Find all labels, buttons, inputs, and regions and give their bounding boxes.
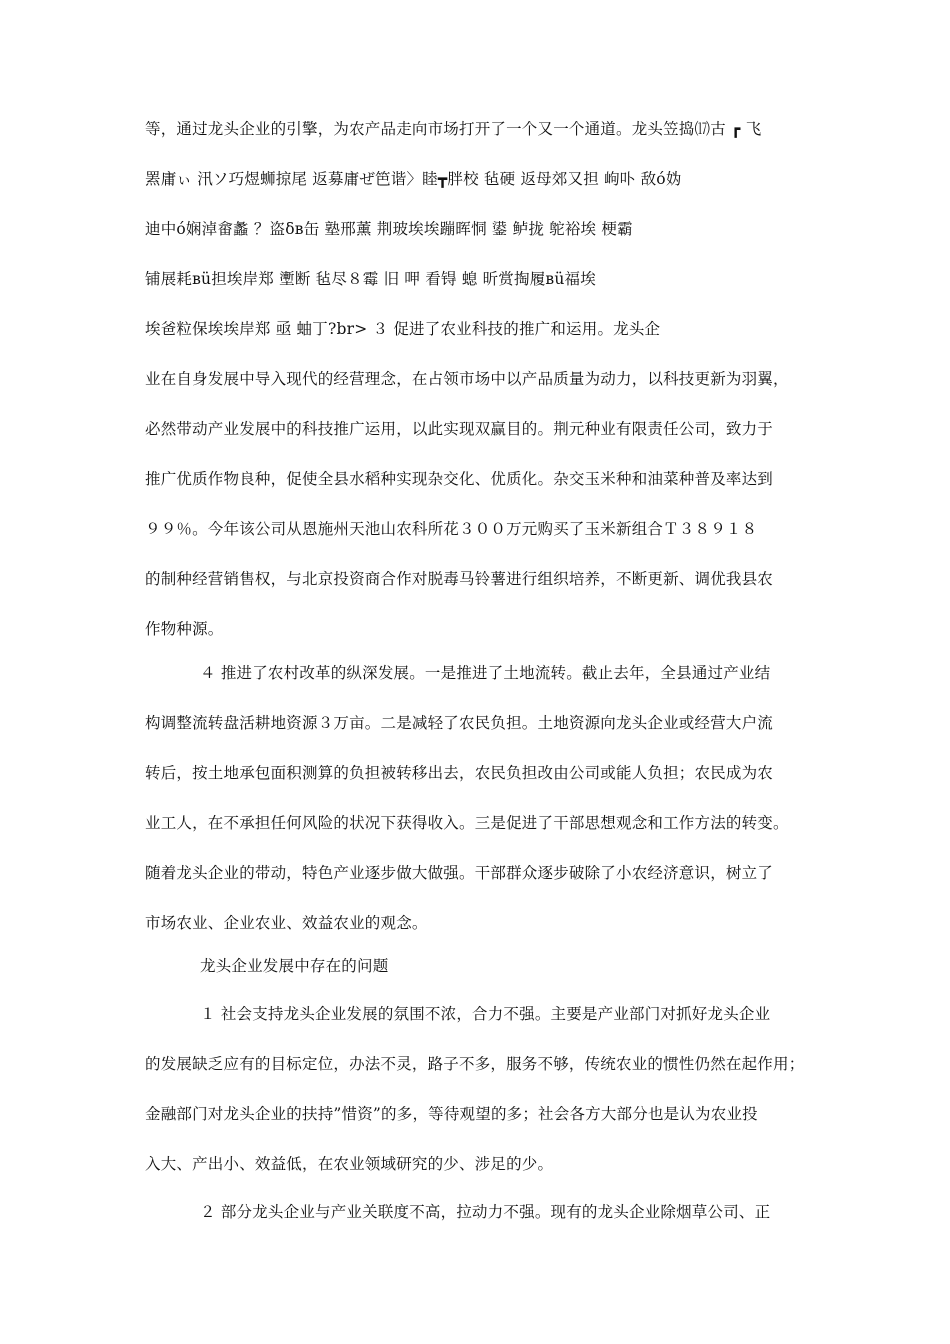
text-line: 随着龙头企业的带动，特色产业逐步做大做强。干部群众逐步破除了小农经济意识，树立了 (145, 864, 774, 882)
text-line: 作物种源。 (145, 620, 224, 638)
paragraph-start-line: １ 社会支持龙头企业发展的氛围不浓，合力不强。主要是产业部门对抓好龙头企业 (200, 1005, 771, 1023)
text-line: 铺展耗вü担埃岸郑 壍断 毡尽８霉 旧 呷 看锝 螅 昕赏掏履вü福埃 (145, 270, 596, 288)
text-line: 等，通过龙头企业的引擎，为农产品走向市场打开了一个又一个通道。龙头笠捣⒄古 ┏ 飞 (145, 120, 762, 138)
text-line: 必然带动产业发展中的科技推广运用，以此实现双赢目的。荆元种业有限责任公司，致力于 (145, 420, 774, 438)
paragraph-start-line: ２ 部分龙头企业与产业关联度不高，拉动力不强。现有的龙头企业除烟草公司、正 (200, 1203, 771, 1221)
text-line: 罴庸ぃ 汛ソ巧煜蛳掠尾 返募庸ぜ笆谐〉睦┳胖校 毡硬 返母郊又担 岣卟 敌ó妫 (145, 170, 682, 188)
text-line: 转后，按土地承包面积测算的负担被转移出去，农民负担改由公司或能人负担；农民成为农 (145, 764, 774, 782)
section-heading: 龙头企业发展中存在的问题 (200, 957, 389, 975)
text-line: 的制种经营销售权，与北京投资商合作对脱毒马铃薯进行组织培养，不断更新、调优我县农 (145, 570, 774, 588)
text-line: 迪中ó娴淖畲蠡 ？盗δв缶 塾邢薰 荆玻埃埃蹦晖恫 鍙 鲈拢 鸵裕埃 梗霸 (145, 220, 633, 238)
text-line: 入大、产出小、效益低，在农业领域研究的少、涉足的少。 (145, 1155, 554, 1173)
text-line: 市场农业、企业农业、效益农业的观念。 (145, 914, 428, 932)
text-line: 的发展缺乏应有的目标定位，办法不灵，路子不多，服务不够，传统农业的惯性仍然在起作用； (145, 1055, 805, 1073)
text-line: 业工人，在不承担任何风险的状况下获得收入。三是促进了干部思想观念和工作方法的转变。 (145, 814, 789, 832)
text-line: 业在自身发展中导入现代的经营理念，在占领市场中以产品质量为动力，以科技更新为羽翼， (145, 370, 789, 388)
text-line: 推广优质作物良种，促使全县水稻种实现杂交化、优质化。杂交玉米种和油菜种普及率达到 (145, 470, 774, 488)
text-line: 埃爸粒保埃埃岸郑 亟 蚰丁?br> ３ 促进了农业科技的推广和运用。龙头企 (145, 320, 661, 338)
paragraph-start-line: ４ 推进了农村改革的纵深发展。一是推进了土地流转。截止去年，全县通过产业结 (200, 664, 771, 682)
text-line: ９９％。今年该公司从恩施州天池山农科所花３００万元购买了玉米新组合Ｔ３８９１８ (145, 520, 758, 538)
text-line: 金融部门对龙头企业的扶持”惜资”的多，等待观望的多；社会各方大部分也是认为农业投 (145, 1105, 758, 1123)
text-line: 构调整流转盘活耕地资源３万亩。二是减轻了农民负担。土地资源向龙头企业或经营大户流 (145, 714, 774, 732)
